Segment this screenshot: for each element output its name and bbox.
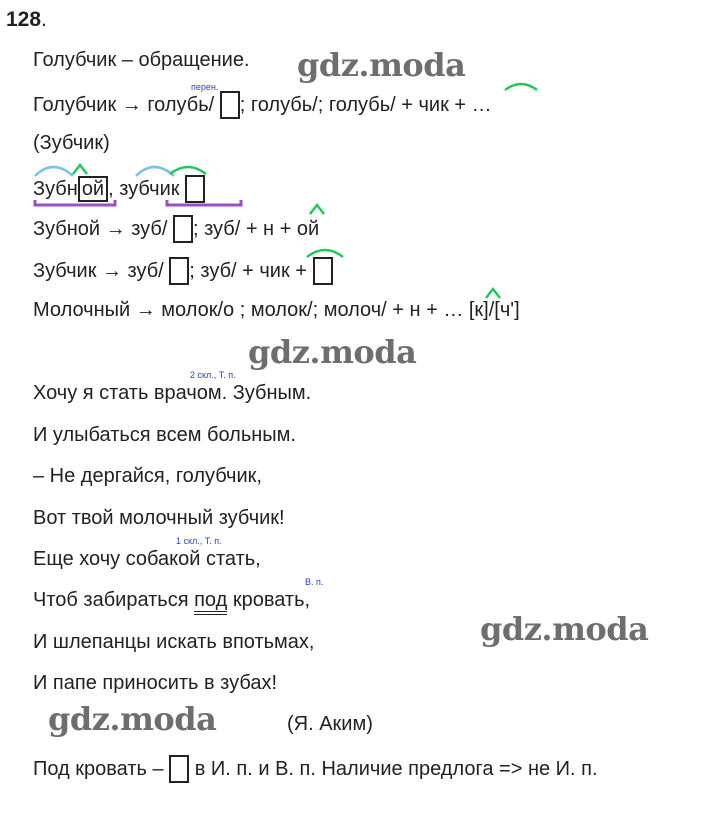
poem-line: И шлепанцы искать впотьмах, bbox=[33, 631, 315, 653]
watermark: gdz.moda bbox=[248, 333, 417, 371]
zero-ending-box bbox=[220, 91, 240, 119]
poem-line: Чтоб забираться под кровать, bbox=[33, 588, 310, 612]
note-case: 2 скл., Т. п. bbox=[190, 370, 236, 380]
note-case: В. п. bbox=[305, 577, 324, 587]
line-conclusion: Под кровать – в И. п. и В. п. Наличие предлога => не И. п. bbox=[33, 755, 598, 783]
suffix-mark bbox=[309, 202, 325, 216]
suffix-mark bbox=[72, 162, 88, 176]
zero-ending-box bbox=[313, 257, 333, 285]
exercise-number: 128. bbox=[6, 8, 47, 31]
watermark: gdz.moda bbox=[297, 46, 466, 84]
zero-ending-box bbox=[169, 755, 189, 783]
line-molochny-analysis: Молочный → молок/о ; молок/; молоч/ + н + … [к]/[ч'] bbox=[33, 299, 520, 321]
line-address: Голубчик – обращение. bbox=[33, 49, 250, 71]
poem-line: Хочу я стать врачом. Зубным. bbox=[33, 382, 312, 404]
suffix-mark bbox=[485, 286, 501, 300]
suffix-mark bbox=[168, 160, 208, 176]
line-zubchik-analysis: Зубчик → зуб/ ; зуб/ + чик + bbox=[33, 257, 333, 285]
poem-line: И улыбаться всем больным. bbox=[33, 424, 296, 446]
suffix-mark bbox=[503, 78, 539, 92]
line-zubnoy-zubchik: Зубн ой , зубчик bbox=[33, 175, 205, 203]
poem-line: Еще хочу собакой стать, bbox=[33, 548, 261, 570]
line-zubnoy-analysis: Зубной → зуб/ ; зуб/ + н + ой bbox=[33, 215, 319, 243]
zero-ending-box bbox=[169, 257, 189, 285]
ending-underline bbox=[33, 198, 213, 208]
root-arc bbox=[33, 160, 75, 178]
line-golubchik-analysis: Голубчик → голубь/ ; голубь/; голубь/ + чик + … bbox=[33, 91, 492, 119]
poem-author: (Я. Аким) bbox=[287, 713, 373, 735]
poem-line: И папе приносить в зубах! bbox=[33, 672, 278, 694]
line-zubchik-heading: (Зубчик) bbox=[33, 132, 110, 154]
watermark: gdz.moda bbox=[480, 610, 649, 648]
note-case: 1 скл., Т. п. bbox=[176, 536, 222, 546]
watermark: gdz.moda bbox=[48, 700, 217, 738]
note-figurative: перен. bbox=[191, 82, 219, 92]
poem-line: Вот твой молочный зубчик! bbox=[33, 507, 285, 529]
poem-line: – Не дергайся, голубчик, bbox=[33, 465, 262, 487]
preposition-underline: под bbox=[194, 589, 227, 615]
zero-ending-box bbox=[173, 215, 193, 243]
suffix-mark bbox=[305, 243, 345, 259]
